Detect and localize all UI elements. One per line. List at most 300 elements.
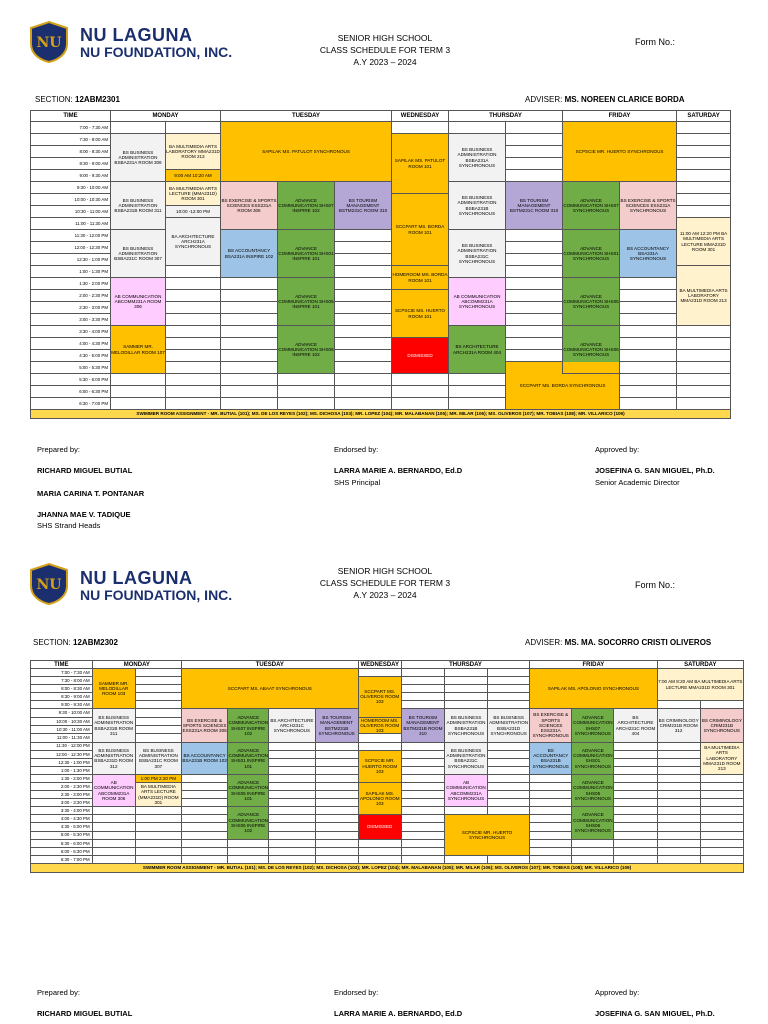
class-block: BS ACCOUNTANCY BSA231B SYNCHRONOUS: [530, 742, 572, 774]
adviser-value: MS. MA. SOCORRO CRISTI OLIVEROS: [564, 638, 712, 647]
class-block: 9:00 AM 10:20 AM: [166, 170, 221, 182]
empty-slot: [401, 766, 444, 774]
class-block: ADVANCE COMMUNICATION SHS05 SYNCHRONOUS: [563, 278, 620, 326]
prepared-label: Prepared by:: [37, 988, 80, 997]
time-slot: 9:00 - 9:30 AM: [31, 170, 111, 182]
empty-slot: [182, 774, 228, 782]
empty-slot: [677, 206, 731, 218]
class-block: BA MULTIMEDIA ARTS LECTURE (MMA231D) ROOM 301: [166, 182, 221, 206]
time-slot: 7:00 - 7:30 AM: [31, 122, 111, 134]
empty-slot: [278, 374, 335, 386]
doc-title: [300, 565, 470, 601]
empty-slot: [269, 783, 315, 791]
empty-slot: [315, 839, 358, 847]
empty-slot: [677, 158, 731, 170]
empty-slot: [269, 823, 315, 831]
time-slot: 2:30 - 3:00 PM: [31, 302, 111, 314]
swimmer-room-note: SWIMMER ROOM ASSIGNMENT - MR. BUTIAL (101); MS. DE LOS REYES (102); MS. DICHOSA (103); MR. LOPEZ (104); MR. MALABANAN (105); MR. MILAR (106); MS. OLIVEROS (107); MR. TOBIAS (108); MR. VILLARICO (109): [31, 863, 744, 872]
empty-slot: [620, 386, 677, 398]
empty-slot: [614, 774, 657, 782]
empty-slot: [358, 734, 401, 742]
col-thursday: THURSDAY: [401, 661, 529, 669]
empty-slot: [657, 807, 700, 815]
empty-slot: [530, 847, 572, 855]
empty-slot: [449, 386, 506, 398]
class-block: BA MULTIMEDIA ARTS LABORATORY MMA231D ROOM 213: [700, 742, 743, 774]
empty-slot: [335, 326, 392, 338]
empty-slot: [488, 766, 530, 774]
col-friday: FRIDAY: [563, 111, 677, 122]
empty-slot: [506, 350, 563, 362]
time-row: [31, 230, 731, 242]
empty-slot: [657, 742, 700, 750]
empty-slot: [166, 326, 221, 338]
time-slot: 10:30 - 11:00 AM: [31, 206, 111, 218]
empty-slot: [677, 386, 731, 398]
empty-slot: [315, 791, 358, 799]
class-block: BS BUSINESS ADMINISTRATION BSBA231A ROOM 306: [111, 134, 166, 182]
col-wednesday: WEDNESDAY: [392, 111, 449, 122]
class-block: BS BUSINESS ADMINISTRATION BSBA231B ROOM 311: [92, 709, 135, 742]
empty-slot: [677, 374, 731, 386]
time-row: [31, 742, 744, 750]
empty-slot: [92, 831, 135, 839]
empty-slot: [335, 254, 392, 266]
empty-slot: [614, 831, 657, 839]
empty-slot: [530, 831, 572, 839]
time-slot: 4:30 - 5:00 PM: [31, 823, 93, 831]
empty-slot: [700, 783, 743, 791]
time-row: [31, 182, 731, 194]
time-slot: 3:00 - 3:30 PM: [31, 314, 111, 326]
org-name: NU LAGUNA: [80, 568, 193, 588]
empty-slot: [278, 398, 335, 410]
class-block: SCCPART MS. BORDA SYNCHRONOUS: [506, 362, 620, 410]
empty-slot: [657, 750, 700, 758]
class-block: BA ARCHITECTURE ARCH231A SYNCHRONOUS: [166, 218, 221, 266]
empty-slot: [135, 701, 181, 709]
empty-slot: [358, 839, 401, 847]
empty-slot: [92, 823, 135, 831]
class-block: BS BUSINESS ADMINISTRATION BSBA231C SYNCHRONOUS: [444, 742, 487, 774]
class-block: SAPILAK MS. PATULOT ROOM 101: [392, 134, 449, 194]
class-block: HOMEROOM MS. OLIVEROS ROOM 103: [358, 717, 401, 734]
empty-slot: [315, 758, 358, 766]
empty-slot: [530, 799, 572, 807]
empty-slot: [92, 847, 135, 855]
preparer-1: RICHARD MIGUEL BUTIAL: [37, 466, 133, 475]
empty-slot: [221, 290, 278, 302]
empty-slot: [506, 314, 563, 326]
empty-slot: [488, 677, 530, 685]
svg-text:NU: NU: [36, 35, 62, 51]
class-block: ADVANCE COMMUNICATION SHS01 SYNCHRONOUS: [563, 230, 620, 278]
class-block: BS CRIMINOLOGY CRIM231B ROOM 312: [657, 709, 700, 742]
title-line-2: CLASS SCHEDULE FOR TERM 3: [319, 45, 451, 55]
empty-slot: [335, 350, 392, 362]
empty-slot: [135, 693, 181, 701]
empty-slot: [700, 815, 743, 823]
swimmer-room-note: SWIMMER ROOM ASSIGNMENT - MR. BUTIAL (101); MS. DE LOS REYES (102); MS. DICHOSA (103); MR. LOPEZ (104); MR. MALABANAN (105); MR. MILAR (106); MS. OLIVEROS (107); MR. TOBIAS (108); MR. VILLARICO (109): [31, 410, 731, 419]
empty-slot: [401, 831, 444, 839]
class-block: ADVANCE COMMUNICATION SHS07 SYNCHRONOUS: [572, 709, 614, 742]
class-block: DISMISSED: [358, 815, 401, 839]
empty-slot: [401, 685, 444, 693]
empty-slot: [269, 815, 315, 823]
empty-slot: [444, 807, 487, 815]
empty-slot: [358, 847, 401, 855]
time-slot: 9:30 - 10:00 AM: [31, 709, 93, 717]
empty-slot: [657, 791, 700, 799]
empty-slot: [677, 134, 731, 146]
time-slot: 11:00 - 11:30 AM: [31, 734, 93, 742]
empty-slot: [444, 685, 487, 693]
empty-slot: [182, 823, 228, 831]
empty-slot: [488, 855, 530, 863]
empty-slot: [228, 839, 269, 847]
class-block: BS EXERCISE & SPORTS SCIENCES ESS231A SYNCHRONOUS: [530, 709, 572, 742]
empty-slot: [657, 783, 700, 791]
empty-slot: [614, 766, 657, 774]
empty-slot: [620, 362, 677, 374]
time-slot: 12:00 - 12:30 PM: [31, 750, 93, 758]
time-slot: 11:30 - 12:00 PM: [31, 230, 111, 242]
time-slot: 3:00 - 3:30 PM: [31, 799, 93, 807]
class-block: BS EXERCISE & SPORTS SCIENCES ESS231A ROOM 306: [182, 709, 228, 742]
class-block: 10:00 -12:00 PM: [166, 206, 221, 218]
class-block: BS ACCOUNTANCY BSA231A SYNCHRONOUS: [620, 230, 677, 278]
empty-slot: [135, 815, 181, 823]
empty-slot: [572, 839, 614, 847]
empty-slot: [111, 398, 166, 410]
empty-slot: [182, 839, 228, 847]
empty-slot: [506, 254, 563, 266]
empty-slot: [221, 278, 278, 290]
empty-slot: [620, 278, 677, 290]
empty-slot: [506, 134, 563, 146]
empty-slot: [614, 799, 657, 807]
empty-slot: [221, 326, 278, 338]
empty-slot: [488, 791, 530, 799]
adviser-label: ADVISER:: [525, 638, 563, 647]
time-row: [31, 839, 744, 847]
empty-slot: [488, 799, 530, 807]
org-subname: NU FOUNDATION, INC.: [80, 587, 233, 603]
class-block: SCPSCIE MR. HUERTO ROOM 103: [358, 750, 401, 782]
empty-slot: [614, 839, 657, 847]
empty-slot: [269, 831, 315, 839]
class-block: SAPILAK MS. APOLONIO ROOM 103: [358, 783, 401, 815]
class-block: BS BUSINESS ADMINISTRATION BSBA231D SYNCHRONOUS: [488, 709, 530, 742]
empty-slot: [620, 398, 677, 410]
class-block: BS BUSINESS ADMINISTRATION BSBA231C SYNCHRONOUS: [449, 230, 506, 278]
empty-slot: [315, 766, 358, 774]
empty-slot: [228, 855, 269, 863]
class-block: ADVANCE COMMUNICATION SHS06 SYNCHRONOUS: [563, 326, 620, 374]
empty-slot: [488, 685, 530, 693]
time-slot: 1:00 - 1:30 PM: [31, 266, 111, 278]
empty-slot: [228, 847, 269, 855]
class-block: ADVANCE COMMUNICATION SHS07 INSPIRE 102: [228, 709, 269, 742]
empty-slot: [488, 669, 530, 677]
empty-slot: [92, 815, 135, 823]
time-row: [31, 122, 731, 134]
endorser-role: SHS Principal: [334, 478, 381, 487]
time-slot: 9:30 - 10:00 AM: [31, 182, 111, 194]
class-block: BS TOURISM MANAGEMENT BSTM231C ROOM 310: [335, 182, 392, 230]
empty-slot: [335, 398, 392, 410]
empty-slot: [444, 677, 487, 685]
empty-slot: [530, 823, 572, 831]
empty-slot: [530, 839, 572, 847]
empty-slot: [700, 823, 743, 831]
empty-slot: [358, 742, 401, 750]
empty-slot: [444, 855, 487, 863]
empty-slot: [401, 677, 444, 685]
empty-slot: [269, 758, 315, 766]
empty-slot: [221, 386, 278, 398]
col-thursday: THURSDAY: [449, 111, 563, 122]
class-block: AB COMMUNICATION ABCOMM231A ROOM 306: [111, 278, 166, 326]
empty-slot: [657, 847, 700, 855]
time-row: [31, 386, 731, 398]
empty-slot: [315, 847, 358, 855]
empty-slot: [166, 278, 221, 290]
empty-slot: [166, 338, 221, 350]
empty-slot: [700, 831, 743, 839]
empty-slot: [488, 783, 530, 791]
section-line: [33, 638, 118, 647]
time-slot: 4:00 - 4:30 PM: [31, 338, 111, 350]
empty-slot: [572, 855, 614, 863]
adviser-line: [525, 638, 711, 647]
class-block: BA MULTIMEDIA ARTS LABORATORY MMA231D ROOM 213: [677, 266, 731, 326]
empty-slot: [620, 290, 677, 302]
empty-slot: [620, 350, 677, 362]
class-block: BS ACCOUNTANCY BSA231B ROOM 103: [182, 742, 228, 774]
class-block: 1:00 PM 2:20 PM: [135, 774, 181, 782]
empty-slot: [401, 791, 444, 799]
empty-slot: [401, 799, 444, 807]
time-slot: 5:30 - 6:00 PM: [31, 839, 93, 847]
empty-slot: [614, 823, 657, 831]
class-block: ADVANCE COMMUNICATION SHS05 SYNCHRONOUS: [572, 774, 614, 806]
empty-slot: [677, 194, 731, 206]
empty-slot: [166, 122, 221, 134]
empty-slot: [506, 170, 563, 182]
empty-slot: [135, 823, 181, 831]
empty-slot: [111, 374, 166, 386]
schedule-sheet-2: [0, 540, 768, 1024]
endorsed-label: Endorsed by:: [334, 988, 379, 997]
empty-slot: [182, 847, 228, 855]
empty-slot: [530, 783, 572, 791]
empty-slot: [358, 669, 401, 677]
time-row: [31, 326, 731, 338]
empty-slot: [506, 302, 563, 314]
class-block: 7:00 AM 8:20 AM BA MULTIMEDIA ARTS LECTURE MMA231D ROOM 301: [657, 669, 743, 701]
title-line-3: A.Y 2023 – 2024: [353, 57, 417, 67]
empty-slot: [182, 783, 228, 791]
empty-slot: [221, 338, 278, 350]
time-row: [31, 278, 731, 290]
col-tuesday: TUESDAY: [221, 111, 392, 122]
empty-slot: [677, 182, 731, 194]
empty-slot: [506, 278, 563, 290]
empty-slot: [135, 807, 181, 815]
section-value: 12ABM2302: [73, 638, 118, 647]
empty-slot: [166, 290, 221, 302]
time-slot: 7:00 - 7:30 AM: [31, 669, 93, 677]
empty-slot: [506, 230, 563, 242]
empty-slot: [449, 398, 506, 410]
empty-slot: [657, 766, 700, 774]
empty-slot: [614, 847, 657, 855]
title-line-1: SENIOR HIGH SCHOOL: [337, 566, 433, 576]
empty-slot: [335, 338, 392, 350]
empty-slot: [358, 855, 401, 863]
section-line: [35, 95, 120, 104]
class-block: ADVANCE COMMUNICATION SHS06 INSPIRE 102: [278, 326, 335, 374]
empty-slot: [135, 726, 181, 734]
empty-slot: [677, 170, 731, 182]
empty-slot: [506, 122, 563, 134]
empty-slot: [614, 783, 657, 791]
doc-title: [300, 32, 470, 68]
class-block: AB COMMUNICATION ABCOMM231A SYNCHRONOUS: [444, 774, 487, 806]
class-block: BS ARCHITECTURE ARCH231A ROOM 404: [449, 326, 506, 374]
class-block: BS ARCHITECTURE ARCH231C ROOM 404: [614, 709, 657, 742]
empty-slot: [657, 823, 700, 831]
time-row: [31, 783, 744, 791]
empty-slot: [657, 831, 700, 839]
empty-slot: [614, 855, 657, 863]
time-slot: 5:00 - 5:30 PM: [31, 831, 93, 839]
empty-slot: [135, 847, 181, 855]
empty-slot: [278, 386, 335, 398]
empty-slot: [700, 807, 743, 815]
class-block: BS CRIMINOLOGY CRIM231B SYNCHRONOUS: [700, 709, 743, 742]
class-block: BS BUSINESS ADMINISTRATION BSBA231A SYNCHRONOUS: [449, 134, 506, 182]
prepared-label: Prepared by:: [37, 445, 80, 454]
empty-slot: [92, 839, 135, 847]
empty-slot: [135, 685, 181, 693]
empty-slot: [614, 807, 657, 815]
time-row: [31, 669, 744, 677]
empty-slot: [677, 146, 731, 158]
empty-slot: [488, 750, 530, 758]
time-slot: 1:30 - 2:00 PM: [31, 278, 111, 290]
empty-slot: [401, 815, 444, 823]
empty-slot: [700, 847, 743, 855]
empty-slot: [135, 677, 181, 685]
empty-slot: [182, 831, 228, 839]
class-block: ADVANCE COMMUNICATION SHS07 INSPIRE 102: [278, 182, 335, 230]
empty-slot: [444, 693, 487, 701]
approved-label: Approved by:: [595, 445, 640, 454]
empty-slot: [506, 146, 563, 158]
empty-slot: [444, 701, 487, 709]
time-slot: 4:30 - 5:00 PM: [31, 350, 111, 362]
section-label: SECTION:: [33, 638, 71, 647]
empty-slot: [335, 242, 392, 254]
empty-slot: [614, 750, 657, 758]
empty-slot: [488, 693, 530, 701]
time-slot: 1:30 - 2:00 PM: [31, 774, 93, 782]
empty-slot: [315, 807, 358, 815]
empty-slot: [182, 855, 228, 863]
empty-slot: [135, 709, 181, 717]
endorser-name: LARRA MARIE A. BERNARDO, Ed.D: [334, 466, 463, 475]
adviser-line: [525, 95, 685, 104]
approver-name: JOSEFINA G. SAN MIGUEL, Ph.D.: [595, 466, 715, 475]
empty-slot: [530, 807, 572, 815]
time-slot: 8:00 - 8:30 AM: [31, 685, 93, 693]
class-block: SCCPART MS. BORDA ROOM 101: [392, 194, 449, 266]
class-block: BS EXERCISE & SPORTS SCIENCES ESS231A SYNCHRONOUS: [620, 182, 677, 230]
empty-slot: [506, 158, 563, 170]
class-block: BS TOURISM MANAGEMENT BSTM231B SYNCHRONOUS: [315, 709, 358, 742]
empty-slot: [221, 374, 278, 386]
empty-slot: [700, 855, 743, 863]
empty-slot: [530, 855, 572, 863]
schedule-table-1: [30, 110, 731, 419]
empty-slot: [401, 758, 444, 766]
class-block: BS TOURISM MANAGEMENT BSTM231B ROOM 310: [401, 709, 444, 742]
empty-slot: [401, 669, 444, 677]
class-block: SCPSCIE MS. HUERTO ROOM 101: [392, 290, 449, 338]
empty-slot: [488, 701, 530, 709]
empty-slot: [572, 847, 614, 855]
empty-slot: [221, 362, 278, 374]
class-block: 11:00 AM 12:20 PM BA MULTIMEDIA ARTS LECTURE MMA231D ROOM 301: [677, 218, 731, 266]
empty-slot: [182, 799, 228, 807]
time-slot: 3:30 - 4:00 PM: [31, 326, 111, 338]
time-slot: 3:30 - 4:00 PM: [31, 807, 93, 815]
empty-slot: [488, 807, 530, 815]
col-saturday: SATURDAY: [677, 111, 731, 122]
empty-slot: [315, 815, 358, 823]
empty-slot: [269, 742, 315, 750]
endorsed-label: Endorsed by:: [334, 445, 379, 454]
empty-slot: [221, 314, 278, 326]
class-block: DISMISSED: [392, 338, 449, 374]
time-slot: 11:00 - 11:30 AM: [31, 218, 111, 230]
empty-slot: [166, 350, 221, 362]
empty-slot: [166, 362, 221, 374]
empty-slot: [166, 314, 221, 326]
empty-slot: [401, 693, 444, 701]
col-friday: FRIDAY: [530, 661, 657, 669]
approver-role: Senior Academic Director: [595, 478, 680, 487]
class-block: BS EXERCISE & SPORTS SCIENCES ESS231A ROOM 306: [221, 182, 278, 230]
empty-slot: [392, 386, 449, 398]
class-block: ADVANCE COMMUNICATION SHS07 SYNCHRONOUS: [563, 182, 620, 230]
empty-slot: [677, 350, 731, 362]
empty-slot: [620, 314, 677, 326]
class-block: SCCPART MS. OLIVEROS ROOM 103: [358, 677, 401, 717]
time-slot: 2:00 - 2:30 PM: [31, 290, 111, 302]
time-slot: 9:00 - 9:30 AM: [31, 701, 93, 709]
time-slot: 11:30 - 12:00 PM: [31, 742, 93, 750]
empty-slot: [92, 807, 135, 815]
empty-slot: [221, 350, 278, 362]
empty-slot: [135, 717, 181, 725]
empty-slot: [530, 815, 572, 823]
time-slot: 6:00 - 6:30 PM: [31, 386, 111, 398]
empty-slot: [700, 791, 743, 799]
time-slot: 10:00 - 10:30 AM: [31, 717, 93, 725]
